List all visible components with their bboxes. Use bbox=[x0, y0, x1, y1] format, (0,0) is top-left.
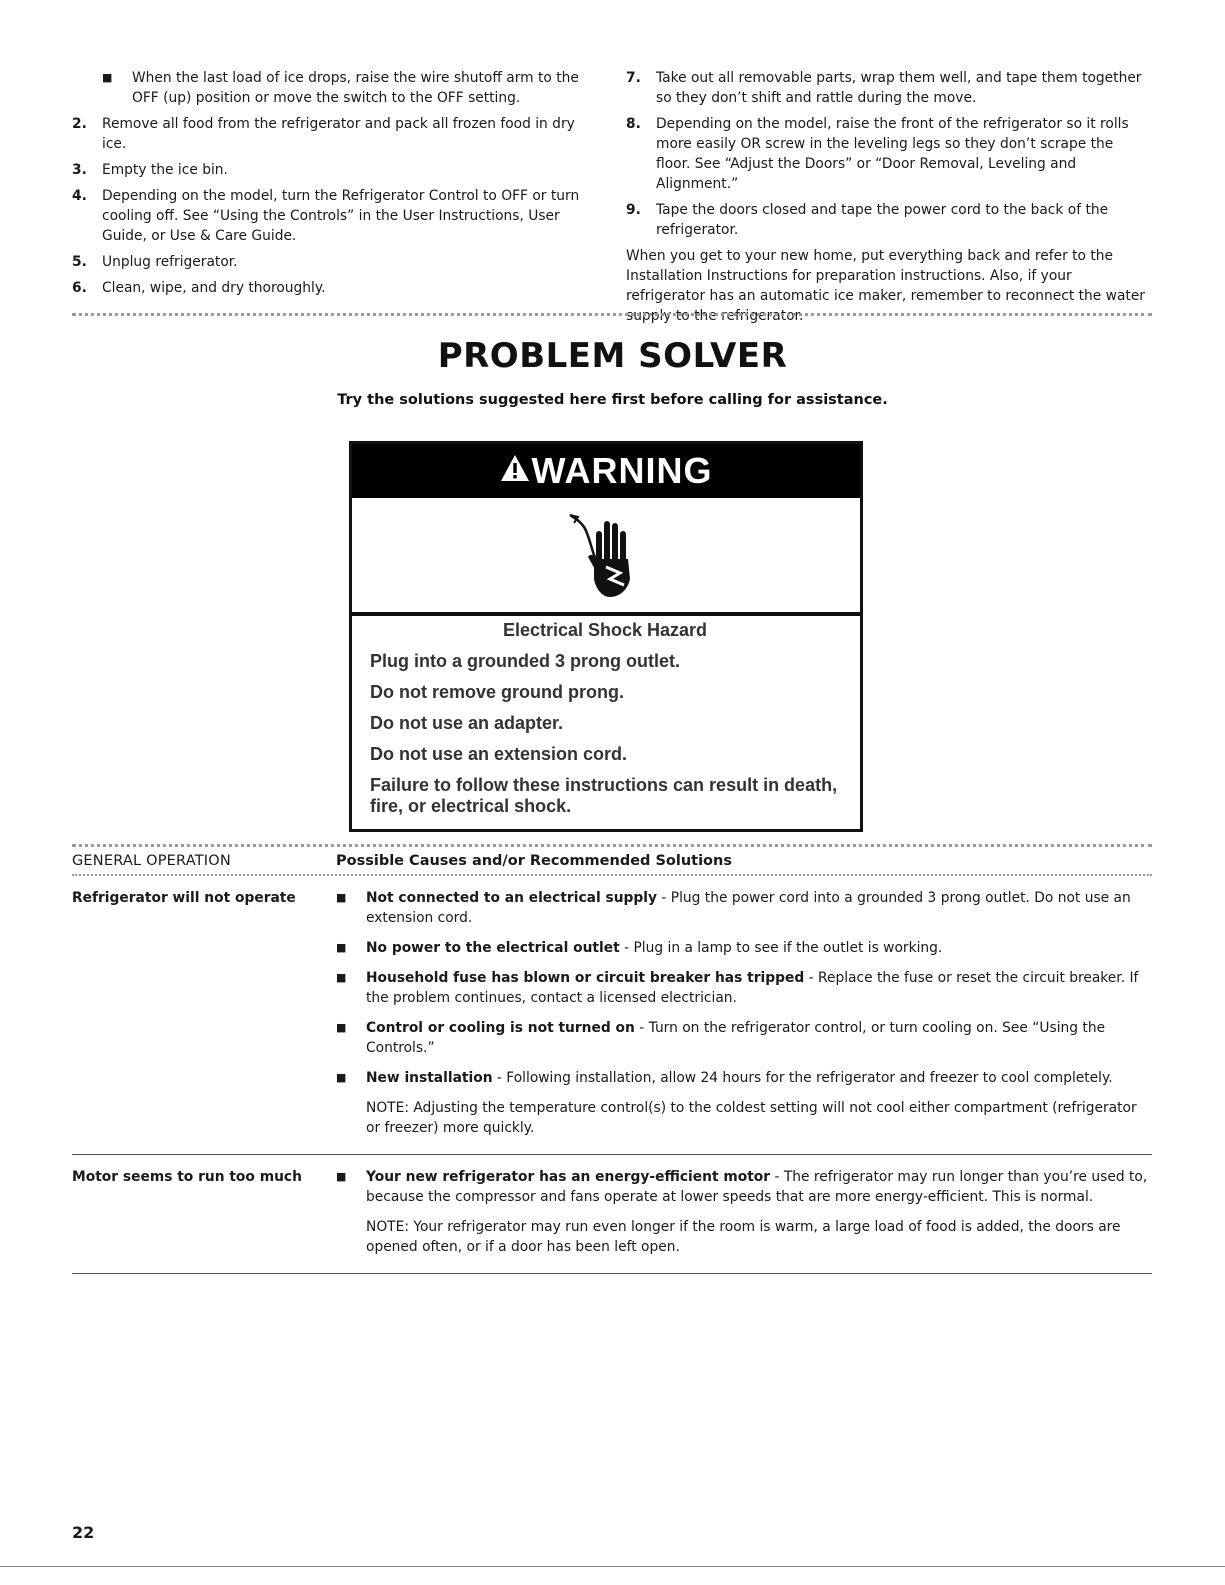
warning-line: Do not remove ground prong. bbox=[370, 682, 624, 702]
row-divider bbox=[72, 1273, 1152, 1274]
warning-line: Plug into a grounded 3 prong outlet. bbox=[370, 651, 680, 671]
problem-label: Refrigerator will not operate bbox=[72, 890, 296, 906]
solutions-cell bbox=[336, 1167, 1152, 1267]
electric-shock-hand-icon bbox=[566, 509, 646, 601]
warning-header: WARNING bbox=[352, 444, 860, 498]
solution-item: ■ Control or cooling is not turned on - Turn on the refrigerator control, or turn cooling on. See “Using the Controls.” bbox=[336, 1020, 1106, 1056]
warning-text bbox=[370, 620, 840, 827]
list-item: 7. Take out all removable parts, wrap them well, and tape them together so they don’t shift and rattle during the move. bbox=[626, 70, 1142, 106]
page-subtitle: Try the solutions suggested here first before calling for assistance. bbox=[337, 392, 888, 408]
list-item: 5. Unplug refrigerator. bbox=[72, 254, 238, 270]
header-divider bbox=[72, 874, 1152, 876]
bullet-icon: ■ bbox=[336, 1021, 347, 1034]
bullet-icon: ■ bbox=[336, 971, 347, 984]
page-number: 22 bbox=[72, 1523, 95, 1542]
list-item: 8. Depending on the model, raise the front of the refrigerator so it rolls more easily OR screw in the leveling legs so they don’t scrape the floor. See “Adjust the Doors” or “Door Removal, Leveling and Alignment.” bbox=[626, 116, 1129, 192]
list-item: 3. Empty the ice bin. bbox=[72, 162, 228, 178]
solution-item: ■ Your new refrigerator has an energy-efficient motor - The refrigerator may run longer than you’re used to, because the compressor and fans operate at lower speeds that are more energy-efficient. This is normal. bbox=[336, 1169, 1148, 1205]
list-item: 4. Depending on the model, turn the Refrigerator Control to OFF or turn cooling off. See “Using the Controls” in the User Instructions, User Guide, or Use & Care Guide. bbox=[72, 188, 580, 244]
new-home-paragraph: When you get to your new home, put everything back and refer to the Installation Instructions for preparation instructions. Also, if your refrigerator has an automatic ice maker, remember to reconnect the water supply to the refrigerator. bbox=[626, 248, 1145, 324]
warning-line: Do not use an extension cord. bbox=[370, 744, 628, 764]
section-divider bbox=[72, 313, 1152, 316]
solution-item: ■ Household fuse has blown or circuit breaker has tripped - Replace the fuse or reset the circuit breaker. If the problem continues, contact a licensed electrician. bbox=[336, 970, 1139, 1006]
bottom-edge-line bbox=[0, 1566, 1225, 1567]
note: NOTE: Adjusting the temperature control(s) to the coldest setting will not cool either compartment (refrigerator or freezer) more quickly. bbox=[366, 1100, 1137, 1136]
warning-triangle-icon bbox=[500, 449, 530, 491]
table-header bbox=[72, 848, 1152, 874]
left-column bbox=[72, 68, 592, 326]
column-header-solutions: Possible Causes and/or Recommended Solutions bbox=[336, 853, 732, 869]
problem-solver-table bbox=[72, 848, 1152, 1274]
shock-hazard-area bbox=[352, 498, 860, 616]
warning-line: Do not use an adapter. bbox=[370, 713, 564, 733]
bullet-icon: ■ bbox=[336, 941, 347, 954]
bullet-icon: ■ bbox=[336, 891, 347, 904]
solution-item: ■ No power to the electrical outlet - Plug in a lamp to see if the outlet is working. bbox=[336, 940, 943, 956]
hazard-title: Electrical Shock Hazard bbox=[502, 620, 708, 640]
list-item: ■ When the last load of ice drops, raise the wire shutoff arm to the OFF (up) position or move the switch to the OFF setting. bbox=[102, 70, 579, 106]
table-top-divider bbox=[72, 844, 1152, 847]
note: NOTE: Your refrigerator may run even longer if the room is warm, a large load of food is added, the doors are opened often, or if a door has been left open. bbox=[366, 1219, 1121, 1255]
list-item: 6. Clean, wipe, and dry thoroughly. bbox=[72, 280, 326, 296]
problem-label: Motor seems to run too much bbox=[72, 1169, 302, 1185]
solution-item: ■ New installation - Following installation, allow 24 hours for the refrigerator and freezer to cool completely. bbox=[336, 1070, 1113, 1086]
bullet-icon: ■ bbox=[336, 1170, 347, 1183]
bullet-icon: ■ bbox=[102, 71, 113, 84]
column-header-category: GENERAL OPERATION bbox=[72, 853, 231, 869]
solution-item: ■ Not connected to an electrical supply - Plug the power cord into a grounded 3 prong outlet. Do not use an extension cord. bbox=[336, 890, 1131, 926]
page-title: PROBLEM SOLVER bbox=[437, 336, 788, 376]
warning-box bbox=[349, 441, 863, 832]
list-item: 9. Tape the doors closed and tape the power cord to the back of the refrigerator. bbox=[626, 202, 1109, 238]
table-row bbox=[72, 1155, 1152, 1273]
list-item: 2. Remove all food from the refrigerator and pack all frozen food in dry ice. bbox=[72, 116, 575, 152]
moving-instructions bbox=[72, 68, 1152, 326]
solutions-cell bbox=[336, 888, 1152, 1148]
bullet-icon: ■ bbox=[336, 1071, 347, 1084]
table-row bbox=[72, 876, 1152, 1154]
warning-line: Failure to follow these instructions can result in death, fire, or electrical shock. bbox=[370, 775, 838, 816]
right-column bbox=[626, 68, 1152, 326]
